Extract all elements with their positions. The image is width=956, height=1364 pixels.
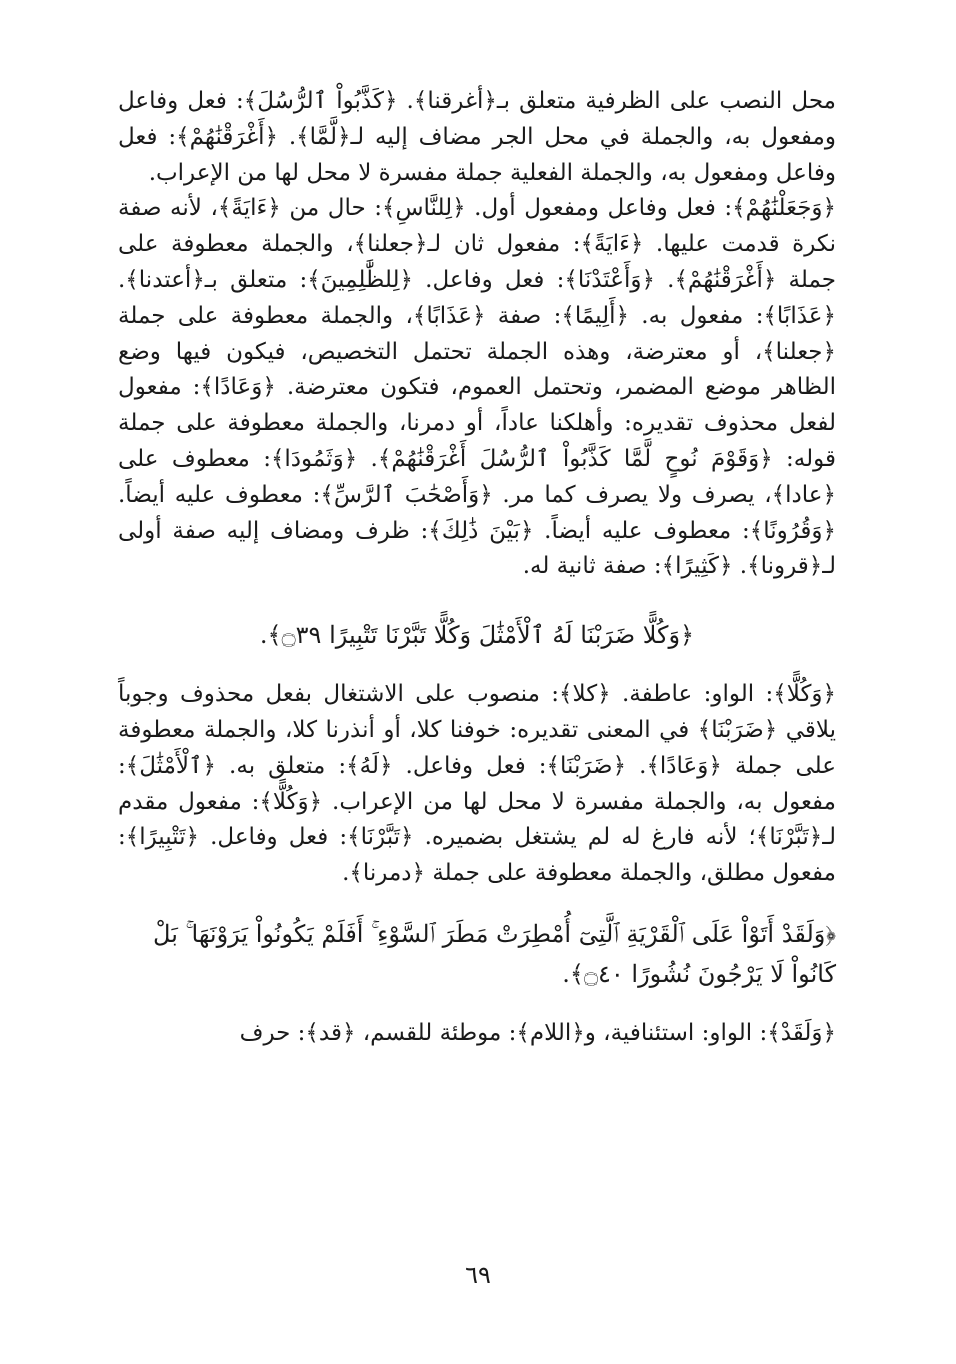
spacer bbox=[118, 585, 836, 615]
verse-40: ﴿وَلَقَدْ أَتَوْاْ عَلَى ٱلْقَرْيَةِ ٱلَّتِىٓ أُمْطِرَتْ مَطَرَ ٱلسَّوْءِ ۚ أَفَلَمْ يَكُونُواْ يَرَوْنَهَا ۚ بَلْ كَانُواْ لَا يَرْجُونَ نُشُورًا ۝٤٠﴾. bbox=[153, 919, 836, 988]
spacer bbox=[118, 892, 836, 914]
paragraph-analysis: ﴿وَجَعَلْنَٰهُمْ﴾: فعل وفاعل ومفعول أول. ﴿لِلنَّاسِ﴾: حال من ﴿ءَايَةً﴾، لأنه صفة نكرة قدمت عليها. ﴿ءَايَةً﴾: مفعول ثان لـ﴿جعلنا﴾، والجملة معطوفة على جملة ﴿أَغْرَقْنَٰهُمْ﴾. ﴿وَأَعْتَدْنَا﴾: فعل وفاعل. ﴿لِلظَّٰلِمِينَ﴾: متعلق بـ﴿أعتدنا﴾. ﴿عَذَابًا﴾: مفعول به. ﴿أَلِيمًا﴾: صفة ﴿عَذَابًا﴾، والجملة معطوفة على جملة ﴿جعلنا﴾، أو معترضة، وهذه الجملة تحتمل التخصيص، فيكون فيها وضع الظاهر موضع المضمر، وتحتمل العموم، فتكون معترضة. ﴿وَعَادًا﴾: مفعول لفعل محذوف تقديره: وأهلكنا عاداً، أو دمرنا، والجملة معطوفة على جملة قوله: ﴿وَقَوْمَ نُوحٍ لَّمَّا كَذَّبُواْ ٱلرُّسُلَ أَغْرَقْنَٰهُمْ﴾. ﴿وَثَمُودَا﴾: معطوف على ﴿عادا﴾، يصرف ولا يصرف كما مر. ﴿وَأَصْحَٰبَ ٱلرَّسِّ﴾: معطوف عليه أيضاً. ﴿وَقُرُونًا﴾: معطوف عليه أيضاً. ﴿بَيْنَ ذَٰلِكَ﴾: ظرف ومضاف إليه صفة أولى لـ﴿قرونا﴾. ﴿كَثِيرًا﴾: صفة ثانية له. bbox=[118, 195, 836, 580]
paragraph-verse-39-analysis: ﴿وَكُلًّا﴾: الواو: عاطفة. ﴿كلا﴾: منصوب على الاشتغال بفعل محذوف وجوباً يلاقي ﴿ضَرَبْنَا﴾ في المعنى تقديره: خوفنا كلا، أو أنذرنا كلا، والجملة معطوفة على جملة ﴿وَعَادًا﴾. ﴿ضَرَبْنَا﴾: فعل وفاعل. ﴿لَهُ﴾: متعلق به. ﴿ٱلْأَمْثَٰلَ﴾: مفعول به، والجملة مفسرة لا محل لها من الإعراب. ﴿وَكُلًّا﴾: مفعول مقدم لـ﴿تَبَّرْنَا﴾؛ لأنه فارغ له لم يشتغل بضميره. ﴿تَبَّرْنَا﴾: فعل وفاعل. ﴿تَتْبِيرًا﴾: مفعول مطلق، والجملة معطوفة على جملة ﴿دمرنا﴾. bbox=[118, 681, 836, 887]
paragraph-continuation: محل النصب على الظرفية متعلق بـ﴿أغرقنا﴾. ﴿كَذَّبُواْ ٱلرُّسُلَ﴾: فعل وفاعل ومفعول به، والجملة في محل الجر مضاف إليه لـ﴿لَّمَّا﴾. ﴿أَغْرَقْنَٰهُمْ﴾: فعل وفاعل ومفعول به، والجملة الفعلية جملة مفسرة لا محل لها من الإعراب. bbox=[118, 88, 836, 186]
spacer bbox=[118, 655, 836, 677]
page-number: ٦٩ bbox=[465, 1261, 491, 1289]
paragraph-verse-40-analysis: ﴿وَلَقَدْ﴾: الواو: استئنافية، و﴿اللام﴾: موطئة للقسم، ﴿قد﴾: حرف bbox=[239, 1019, 836, 1046]
spacer bbox=[118, 994, 836, 1016]
verse-39: ﴿وَكُلًّا ضَرَبْنَا لَهُ ٱلْأَمْثَٰلَ وَكُلًّا تَبَّرْنَا تَتْبِيرًا ۝٣٩﴾. bbox=[259, 621, 695, 650]
page-content bbox=[118, 84, 836, 1052]
